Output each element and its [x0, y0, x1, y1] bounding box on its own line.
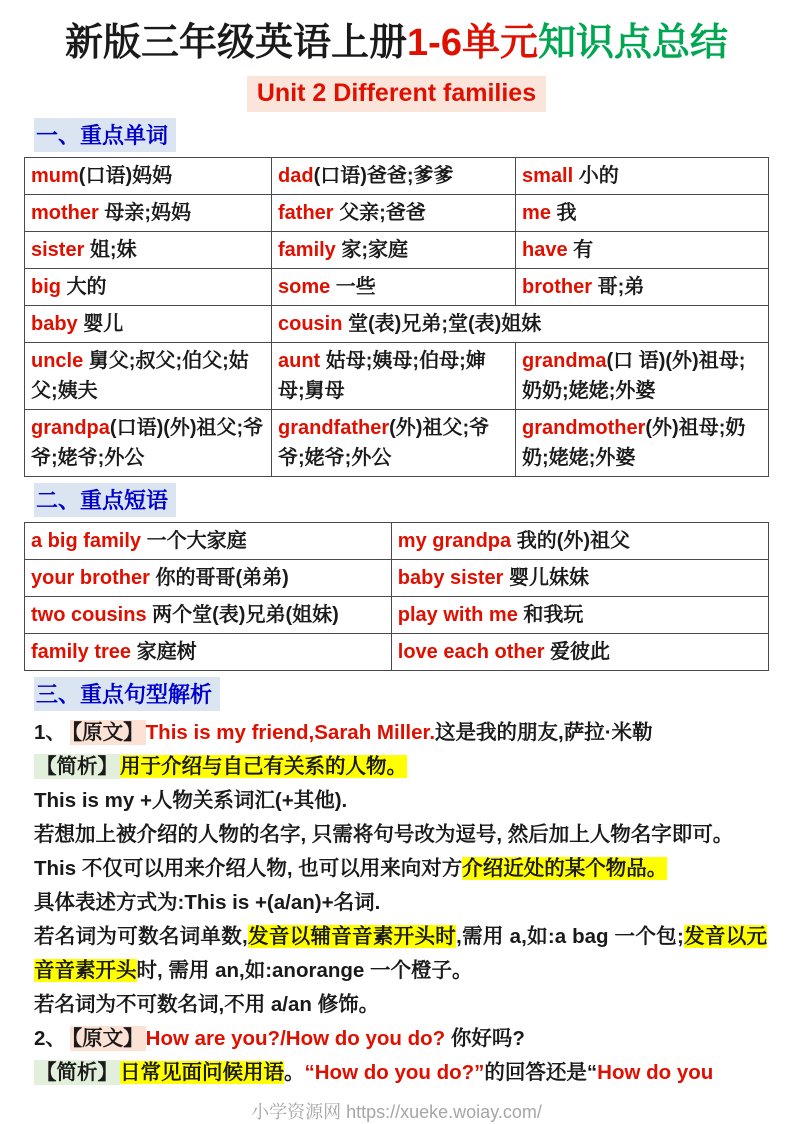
text-segment: 时, 需用 an,如:anorange 一个橙子。: [136, 958, 473, 982]
table-cell: [272, 194, 516, 231]
table-row: [25, 633, 769, 670]
analysis-paragraph: [34, 920, 767, 988]
text-segment: baby: [31, 312, 78, 335]
text-segment: grandpa: [31, 416, 110, 439]
table-row: [25, 559, 769, 596]
table-cell: [391, 596, 768, 633]
table-row: [25, 522, 769, 559]
table-cell: [25, 305, 272, 342]
text-segment: your brother: [31, 566, 150, 589]
text-segment: 【简析】: [36, 1060, 118, 1084]
key-phrases-table-body: [25, 522, 769, 670]
text-segment: family: [278, 238, 336, 261]
text-segment: 婴儿: [77, 312, 124, 335]
text-segment: (口语)(外)祖父;爷爷;姥爷;外公: [31, 416, 264, 469]
text-segment: some: [278, 275, 331, 298]
section-heading-phrases-label: 二、重点短语: [34, 483, 176, 517]
section-heading-words-label: 一、重点单词: [34, 118, 176, 152]
footer-watermark: 小学资源网 https://xueke.woiay.com/: [251, 1101, 542, 1122]
text-segment: 姐;妹: [84, 238, 137, 261]
table-cell: [25, 633, 392, 670]
table-cell: [391, 522, 768, 559]
table-cell: [516, 268, 769, 305]
table-cell: [516, 231, 769, 268]
text-segment: 哥;弟: [592, 275, 645, 298]
table-cell: [272, 342, 516, 409]
table-cell: [25, 559, 392, 596]
text-segment: father: [278, 201, 334, 224]
text-segment: my grandpa: [397, 529, 512, 552]
text-segment: me: [522, 201, 551, 224]
text-segment: grandmother: [522, 416, 646, 439]
text-segment: (外)祖父;爷爷;姥爷;外公: [278, 416, 490, 469]
table-row: [25, 305, 769, 342]
text-segment: sister: [31, 238, 85, 261]
text-segment: 一个大家庭: [141, 529, 247, 552]
text-segment: 舅父;叔父;伯父;姑父;姨夫: [31, 349, 249, 402]
text-segment: 1-6单元: [407, 22, 538, 64]
text-segment: grandfather: [278, 416, 390, 439]
text-segment: have: [522, 238, 568, 261]
table-row: [25, 194, 769, 231]
text-segment: play with me: [397, 603, 518, 626]
text-segment: (口语)妈妈: [78, 164, 173, 187]
table-row: [25, 342, 769, 409]
text-segment: 若想加上被介绍的人物的名字, 只需将句号改为逗号, 然后加上人物名字即可。: [34, 822, 734, 846]
section-heading-phrases: [34, 483, 769, 517]
text-segment: 发音以辅音音素开头时: [247, 924, 457, 948]
text-segment: love each other: [397, 640, 545, 663]
text-segment: brother: [522, 275, 593, 298]
table-cell: [516, 342, 769, 409]
table-cell: [516, 157, 769, 194]
table-cell: [272, 231, 516, 268]
text-segment: 父亲;爸爸: [333, 201, 426, 224]
text-segment: This 不仅可以用来介绍人物, 也可以用来向对方: [34, 856, 463, 880]
table-cell: [272, 268, 516, 305]
text-segment: 和我玩: [517, 603, 584, 626]
key-words-table-body: [25, 157, 769, 476]
text-segment: 一些: [330, 275, 376, 298]
text-segment: 知识点总结: [537, 22, 728, 64]
text-segment: 姑母;姨母;伯母;婶母;舅母: [278, 349, 486, 402]
table-cell: [25, 342, 272, 409]
text-segment: (口语)爸爸;爹爹: [313, 164, 454, 187]
text-segment: How do you: [597, 1060, 714, 1084]
table-cell: [25, 268, 272, 305]
table-row: [25, 231, 769, 268]
table-cell: [516, 194, 769, 231]
table-cell: [25, 194, 272, 231]
key-phrases-table: [24, 522, 769, 671]
text-segment: 堂(表)兄弟;堂(表)姐妹: [342, 312, 542, 335]
text-segment: 若名词为不可数名词,不用 a/an 修饰。: [34, 992, 380, 1016]
unit-subtitle-row: [24, 76, 769, 112]
table-cell: [272, 409, 516, 476]
text-segment: 婴儿妹妹: [503, 566, 589, 589]
text-segment: 你的哥哥(弟弟): [149, 566, 289, 589]
text-segment: small: [522, 164, 574, 187]
analysis-paragraph: [34, 1022, 767, 1056]
text-segment: 介绍近处的某个物品。: [462, 856, 668, 880]
analysis-paragraph: [34, 716, 767, 750]
text-segment: 具体表述方式为:This is +(a/an)+名词.: [34, 890, 381, 914]
table-row: [25, 596, 769, 633]
text-segment: (外)祖母;奶奶;姥姥;外婆: [522, 416, 746, 469]
text-segment: 用于介绍与自己有关系的人物。: [120, 754, 407, 778]
text-segment: cousin: [278, 312, 343, 335]
section-heading-words: [34, 118, 769, 152]
table-cell: [25, 596, 392, 633]
text-segment: grandma: [522, 349, 607, 372]
text-segment: uncle: [31, 349, 84, 372]
text-segment: 【原文】: [71, 720, 144, 744]
table-row: [25, 157, 769, 194]
text-segment: two cousins: [31, 603, 147, 626]
text-segment: 两个堂(表)兄弟(姐妹): [146, 603, 339, 626]
text-segment: baby sister: [397, 566, 504, 589]
text-segment: ,需用 a,如:a bag 一个包;: [456, 924, 684, 948]
text-segment: 家;家庭: [335, 238, 409, 261]
table-cell: [391, 633, 768, 670]
text-segment: How are you?/How do you do?: [145, 1026, 451, 1050]
analysis-paragraph: [34, 750, 767, 784]
text-segment: This is my friend,Sarah Miller.: [145, 720, 436, 744]
text-segment: 大的: [61, 275, 107, 298]
text-segment: 2、: [34, 1026, 66, 1050]
text-segment: aunt: [278, 349, 321, 372]
sentence-analysis: [34, 716, 767, 1090]
section-heading-sentences: [34, 677, 769, 711]
unit-subtitle: Unit 2 Different families: [247, 76, 546, 112]
table-cell: [272, 157, 516, 194]
text-segment: 这是我的朋友,萨拉·米勒: [435, 720, 653, 744]
text-segment: 小的: [573, 164, 619, 187]
key-words-table: [24, 157, 769, 477]
analysis-paragraph: [34, 818, 767, 852]
text-segment: 家庭树: [131, 640, 197, 663]
text-segment: 爱彼此: [544, 640, 611, 663]
text-segment: 。: [284, 1060, 305, 1084]
text-segment: 你好吗?: [450, 1026, 525, 1050]
text-segment: 新版三年级英语上册: [65, 22, 408, 64]
table-cell: [25, 157, 272, 194]
page-title: [24, 20, 769, 68]
table-row: [25, 268, 769, 305]
text-segment: 【简析】: [36, 754, 118, 778]
text-segment: 我的(外)祖父: [511, 529, 631, 552]
text-segment: big: [31, 275, 61, 298]
analysis-paragraph: [34, 886, 767, 920]
text-segment: mum: [31, 164, 79, 187]
table-cell: [391, 559, 768, 596]
text-segment: dad: [278, 164, 314, 187]
text-segment: “How do you do?”: [304, 1060, 485, 1084]
table-cell: [516, 409, 769, 476]
text-segment: 【原文】: [71, 1026, 144, 1050]
text-segment: 若名词为可数名词单数,: [34, 924, 248, 948]
analysis-paragraph: [34, 784, 767, 818]
table-cell: [25, 231, 272, 268]
table-cell: [272, 305, 769, 342]
analysis-paragraph: [34, 1056, 767, 1090]
text-segment: 发音以元音音素开头: [34, 924, 768, 982]
table-row: [25, 409, 769, 476]
analysis-paragraph: [34, 852, 767, 886]
text-segment: 我: [550, 201, 577, 224]
text-segment: 1、: [34, 720, 66, 744]
text-segment: (口 语)(外)祖母;奶奶;姥姥;外婆: [522, 349, 746, 402]
text-segment: mother: [31, 201, 99, 224]
text-segment: 有: [567, 238, 594, 261]
text-segment: a big family: [31, 529, 142, 552]
text-segment: This is my +人物关系词汇(+其他).: [34, 788, 348, 812]
text-segment: 的回答还是“: [484, 1060, 598, 1084]
table-cell: [25, 522, 392, 559]
text-segment: 母亲;妈妈: [98, 201, 192, 224]
table-cell: [25, 409, 272, 476]
analysis-paragraph: [34, 988, 767, 1022]
section-heading-sentences-label: 三、重点句型解析: [34, 677, 220, 711]
text-segment: 日常见面问候用语: [120, 1060, 284, 1084]
text-segment: family tree: [31, 640, 132, 663]
